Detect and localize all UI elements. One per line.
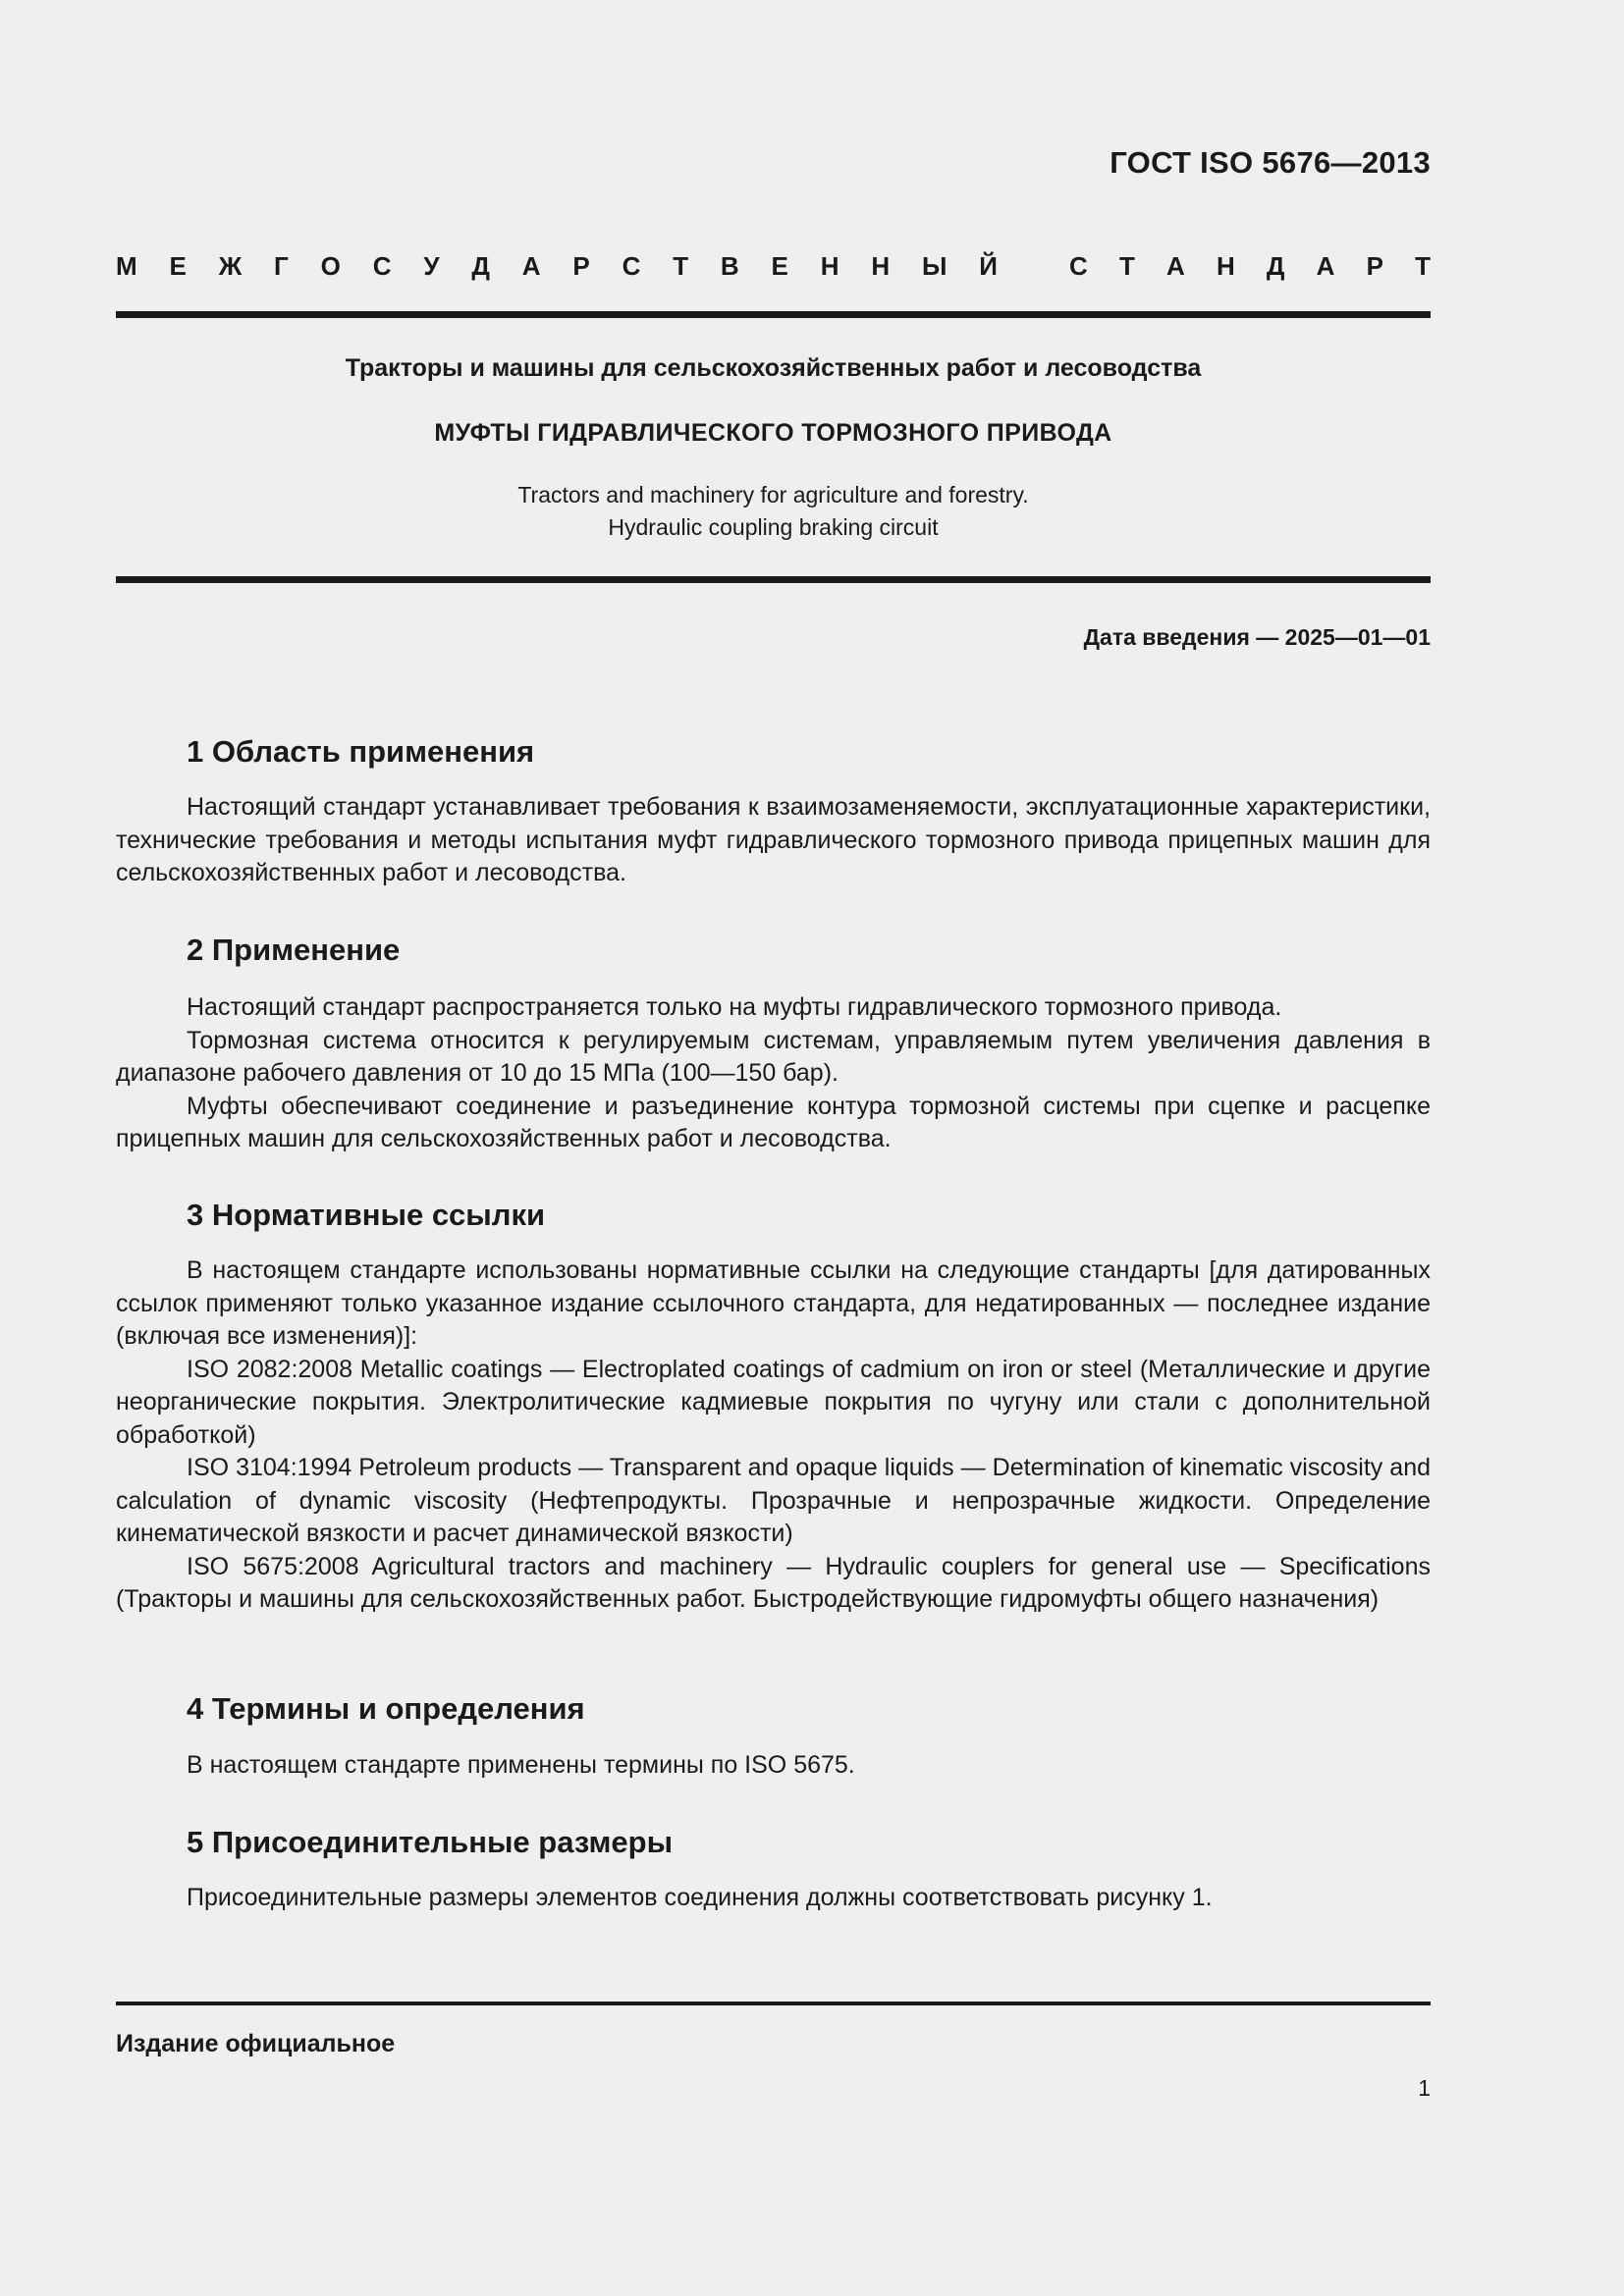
banner-letter: В xyxy=(720,251,739,281)
paragraph: Присоединительные размеры элементов соединения должны соответствовать рисунку 1. xyxy=(187,1884,1213,1911)
banner-letter: Т xyxy=(1118,251,1135,281)
edition-label: Издание официальное xyxy=(116,2030,396,2057)
paragraph: Настоящий стандарт распространяется только на муфты гидравлического тормозного привода. xyxy=(187,993,1282,1021)
banner-letter: Н xyxy=(820,251,839,281)
banner-letter: Ж xyxy=(218,251,243,281)
paragraph: В настоящем стандарте использованы нормативные ссылки на следующие стандарты [для датированных ссылок применяют только указанное издание ссылочного стандарта, для недатированных — последнее издание (включая все изменения)]: xyxy=(116,1256,1431,1350)
intro-date: Дата введения — 2025—01—01 xyxy=(1083,624,1431,650)
banner-letter: С xyxy=(622,251,641,281)
reference-item: ISO 5675:2008 Agricultural tractors and machinery — Hydraulic couplers for general use — Specifications (Тракторы и машины для сельскохозяйственных работ. Быстродействующие гидромуфты общего назначения) xyxy=(116,1552,1431,1613)
paragraph: Тормозная система относится к регулируемым системам, управляемым путем увеличения давления в диапазоне рабочего давления от 10 до 15 МПа (100—150 бар). xyxy=(116,1026,1431,1087)
banner-letter: Д xyxy=(1266,251,1285,281)
section-1-heading: 1 Область применения xyxy=(187,734,535,769)
banner-letter: Т xyxy=(1415,251,1431,281)
title-ru: Тракторы и машины для сельскохозяйственных работ и лесоводства xyxy=(345,354,1202,382)
section-3-heading: 3 Нормативные ссылки xyxy=(187,1198,546,1232)
banner-letter: С xyxy=(1069,251,1088,281)
banner-letter: Г xyxy=(274,251,289,281)
banner-letter: С xyxy=(372,251,392,281)
banner-letter: О xyxy=(320,251,341,281)
paragraph: Муфты обеспечивают соединение и разъединение контура тормозной системы при сцепке и расцепке прицепных машин для сельскохозяйственных работ и лесоводства. xyxy=(116,1092,1431,1152)
paragraph: Настоящий стандарт устанавливает требования к взаимозаменяемости, эксплуатационные характеристики, технические требования и методы испытания муфт гидравлического тормозного привода прицепных машин для сельскохозяйственных работ и лесоводства. xyxy=(116,793,1431,886)
title-en-line1: Tractors and machinery for agriculture and forestry. xyxy=(517,482,1029,507)
banner-letter: Ы xyxy=(921,251,947,281)
section-5-body xyxy=(116,1882,1431,1915)
banner-letter: У xyxy=(423,251,440,281)
banner-letter: Т xyxy=(673,251,689,281)
banner-letter: М xyxy=(116,251,137,281)
document-page xyxy=(116,0,1431,2296)
title-ru-caps: МУФТЫ ГИДРАВЛИЧЕСКОГО ТОРМОЗНОГО ПРИВОДА xyxy=(434,419,1112,447)
reference-item: ISO 3104:1994 Petroleum products — Transparent and opaque liquids — Determination of kinematic viscosity and calculation of dynamic viscosity (Нефтепродукты. Прозрачные и непрозрачные жидкости. Определение кинематической вязкости и расчет динамической вязкости) xyxy=(116,1454,1431,1547)
title-en-line2: Hydraulic coupling braking circuit xyxy=(608,514,939,540)
banner-letter: Р xyxy=(1366,251,1383,281)
title-bottom-rule xyxy=(116,576,1431,583)
banner-letter: А xyxy=(1166,251,1185,281)
banner-letter: Д xyxy=(471,251,490,281)
banner-letter: Н xyxy=(871,251,891,281)
paragraph: В настоящем стандарте применены термины по ISO 5675. xyxy=(187,1751,855,1779)
section-2-body xyxy=(116,991,1431,1156)
standard-type-word1 xyxy=(116,251,998,282)
section-5-heading: 5 Присоединительные размеры xyxy=(187,1825,674,1859)
standard-type-banner xyxy=(116,251,1431,282)
banner-letter: А xyxy=(521,251,541,281)
document-id: ГОСТ ISO 5676—2013 xyxy=(1110,145,1431,180)
title-en xyxy=(116,479,1431,544)
banner-letter: Н xyxy=(1216,251,1235,281)
reference-item: ISO 2082:2008 Metallic coatings — Electroplated coatings of cadmium on iron or steel (Металлические и другие неорганические покрытия. Электролитические кадмиевые покрытия по чугуну или стали с дополнительной обработкой) xyxy=(116,1355,1431,1449)
section-1-body xyxy=(116,791,1431,890)
standard-type-word2 xyxy=(1069,251,1431,282)
footer-rule xyxy=(116,2002,1431,2005)
banner-letter: Е xyxy=(771,251,788,281)
page-number: 1 xyxy=(1418,2075,1431,2101)
banner-letter: Й xyxy=(979,251,998,281)
section-4-heading: 4 Термины и определения xyxy=(187,1691,585,1726)
banner-letter: Р xyxy=(572,251,590,281)
section-4-body xyxy=(116,1749,1431,1783)
section-2-heading: 2 Применение xyxy=(187,933,401,967)
section-3-body xyxy=(116,1255,1431,1617)
banner-letter: Е xyxy=(169,251,187,281)
banner-letter: А xyxy=(1316,251,1335,281)
top-rule xyxy=(116,311,1431,318)
